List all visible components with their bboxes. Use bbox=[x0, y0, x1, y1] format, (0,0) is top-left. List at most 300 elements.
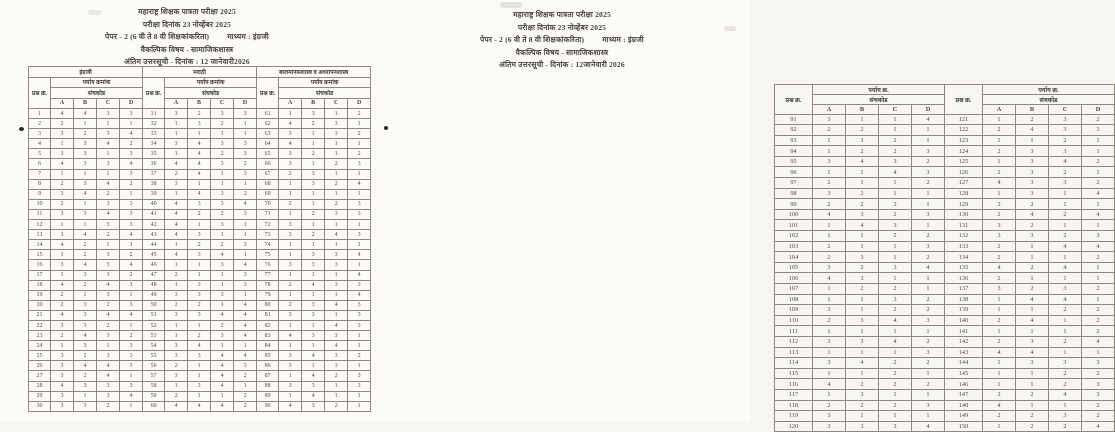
answer-cell: 1 bbox=[165, 240, 188, 250]
answer-cell: 1 bbox=[74, 169, 97, 179]
answer-cell: 4 bbox=[912, 421, 945, 432]
table-row bbox=[29, 341, 371, 351]
answer-cell: 1 bbox=[912, 273, 945, 284]
answer-cell: 1 bbox=[813, 231, 846, 242]
answer-cell: 1 bbox=[846, 114, 879, 125]
setcode-header-row bbox=[29, 88, 371, 99]
question-number: 52 bbox=[143, 320, 165, 330]
question-number: 119 bbox=[775, 411, 813, 422]
answer-cell: 3 bbox=[51, 149, 74, 159]
answer-cell: 4 bbox=[165, 159, 188, 169]
question-number: 110 bbox=[775, 315, 813, 326]
answer-cell: 3 bbox=[120, 240, 143, 250]
answer-cell: 3 bbox=[348, 199, 371, 209]
answer-cell: 3 bbox=[120, 361, 143, 371]
answer-cell: 3 bbox=[211, 139, 234, 149]
answer-cell: 4 bbox=[97, 209, 120, 219]
answer-cell: 2 bbox=[813, 125, 846, 136]
answer-cell: 3 bbox=[325, 351, 348, 361]
question-number: 29 bbox=[29, 391, 51, 401]
answer-cell: 3 bbox=[165, 179, 188, 189]
question-number: 60 bbox=[143, 401, 165, 411]
answer-cell: 1 bbox=[211, 129, 234, 139]
answer-cell: 3 bbox=[188, 119, 211, 129]
answer-cell: 4 bbox=[165, 209, 188, 219]
answer-cell: 3 bbox=[325, 361, 348, 371]
answer-cell: 1 bbox=[348, 391, 371, 401]
answer-cell: 1 bbox=[813, 167, 846, 178]
answer-cell: 2 bbox=[348, 129, 371, 139]
answer-cell: 1 bbox=[983, 421, 1016, 432]
table-row bbox=[775, 326, 1115, 337]
table-row bbox=[775, 400, 1115, 411]
question-number: 132 bbox=[945, 231, 983, 242]
answer-cell: 3 bbox=[120, 220, 143, 230]
question-number: 43 bbox=[143, 230, 165, 240]
optional-subject-line: वैकल्पिक विषय - सामाजिकशास्त्र bbox=[140, 44, 234, 54]
answer-cell: 2 bbox=[1016, 114, 1049, 125]
table-row bbox=[775, 305, 1115, 316]
answer-cell: 3 bbox=[234, 149, 257, 159]
question-number: 148 bbox=[945, 400, 983, 411]
answer-cell: 2 bbox=[1016, 262, 1049, 273]
answer-cell: 3 bbox=[279, 351, 302, 361]
answer-cell: 2 bbox=[165, 361, 188, 371]
answer-cell: 1 bbox=[51, 341, 74, 351]
answer-cell: 4 bbox=[846, 220, 879, 231]
answer-cell: 3 bbox=[302, 381, 325, 391]
answer-cell: 3 bbox=[120, 169, 143, 179]
answer-cell: 4 bbox=[279, 119, 302, 129]
answer-cell: 3 bbox=[74, 209, 97, 219]
answer-cell: 2 bbox=[279, 199, 302, 209]
table-row bbox=[29, 290, 371, 300]
answer-cell: 1 bbox=[983, 358, 1016, 369]
answer-cell: 1 bbox=[97, 149, 120, 159]
answer-cell: 3 bbox=[188, 381, 211, 391]
answer-cell: 4 bbox=[51, 310, 74, 320]
answer-cell: 1 bbox=[165, 381, 188, 391]
answer-cell: 2 bbox=[983, 411, 1016, 422]
answer-cell: 3 bbox=[1049, 114, 1082, 125]
answer-cell: 1 bbox=[234, 129, 257, 139]
table-row bbox=[29, 371, 371, 381]
answer-cell: 2 bbox=[879, 358, 912, 369]
answer-cell: 3 bbox=[279, 310, 302, 320]
answer-cell: 3 bbox=[325, 119, 348, 129]
answer-cell: 1 bbox=[912, 135, 945, 146]
answer-cell: 1 bbox=[912, 411, 945, 422]
answer-cell: 3 bbox=[1016, 146, 1049, 157]
answer-cell: 1 bbox=[912, 326, 945, 337]
question-number: 133 bbox=[945, 241, 983, 252]
answer-cell: 1 bbox=[813, 347, 846, 358]
answer-cell: 3 bbox=[813, 114, 846, 125]
answer-cell: 3 bbox=[165, 341, 188, 351]
answer-cell: 2 bbox=[165, 270, 188, 280]
answer-cell: 1 bbox=[188, 260, 211, 270]
answer-cell: 1 bbox=[302, 290, 325, 300]
answer-cell: 4 bbox=[325, 230, 348, 240]
exam-date-line: परीक्षा दिनांक 23 नोव्हेंबर 2025 bbox=[517, 22, 607, 32]
answer-cell: 3 bbox=[211, 109, 234, 119]
answer-cell: 1 bbox=[879, 347, 912, 358]
answer-cell: 4 bbox=[813, 209, 846, 220]
question-number: 35 bbox=[143, 149, 165, 159]
question-number: 67 bbox=[257, 169, 279, 179]
answer-cell: 2 bbox=[1049, 209, 1082, 220]
question-number: 26 bbox=[29, 361, 51, 371]
question-number: 57 bbox=[143, 371, 165, 381]
question-number: 99 bbox=[775, 199, 813, 210]
answer-cell: 1 bbox=[279, 189, 302, 199]
answer-cell: 3 bbox=[211, 159, 234, 169]
option-no-header: पर्याय क्रमांक bbox=[165, 77, 257, 88]
option-header-row bbox=[29, 77, 371, 88]
answer-cell: 2 bbox=[234, 371, 257, 381]
answer-cell: 2 bbox=[813, 178, 846, 189]
answer-cell: 4 bbox=[97, 139, 120, 149]
answer-cell: 4 bbox=[348, 290, 371, 300]
answer-cell: 2 bbox=[813, 241, 846, 252]
question-number: 19 bbox=[29, 290, 51, 300]
question-number: 73 bbox=[257, 230, 279, 240]
answer-cell: 3 bbox=[846, 209, 879, 220]
question-number: 106 bbox=[775, 273, 813, 284]
answer-cell: 1 bbox=[325, 310, 348, 320]
question-number: 53 bbox=[143, 331, 165, 341]
answer-cell: 3 bbox=[1016, 336, 1049, 347]
answer-cell: 1 bbox=[1049, 199, 1082, 210]
answer-cell: 2 bbox=[912, 252, 945, 263]
answer-cell: 3 bbox=[97, 331, 120, 341]
answer-cell: 3 bbox=[302, 169, 325, 179]
subject-psychology: बालमानसशास्त्र व अध्यापनशास्त्र bbox=[257, 67, 371, 78]
answer-cell: 2 bbox=[279, 280, 302, 290]
answer-cell: 3 bbox=[234, 361, 257, 371]
table-row bbox=[29, 310, 371, 320]
answer-cell: 3 bbox=[1016, 178, 1049, 189]
answer-cell: 1 bbox=[879, 389, 912, 400]
answer-cell: 1 bbox=[211, 169, 234, 179]
answer-cell: 1 bbox=[325, 290, 348, 300]
answer-cell: 1 bbox=[879, 125, 912, 136]
answer-cell: 4 bbox=[1049, 156, 1082, 167]
answer-cell: 3 bbox=[1016, 358, 1049, 369]
question-number: 149 bbox=[945, 411, 983, 422]
question-number: 137 bbox=[945, 284, 983, 295]
answer-cell: 2 bbox=[188, 240, 211, 250]
answer-cell: 3 bbox=[234, 240, 257, 250]
answer-cell: 4 bbox=[51, 240, 74, 250]
table-row bbox=[29, 169, 371, 179]
answer-cell: 4 bbox=[120, 260, 143, 270]
question-number: 97 bbox=[775, 178, 813, 189]
answer-cell: 2 bbox=[211, 240, 234, 250]
col-a-header: A bbox=[813, 105, 846, 115]
answer-cell: 1 bbox=[97, 240, 120, 250]
exam-title: महाराष्ट्र शिक्षक पात्रता परीक्षा 2025 bbox=[138, 7, 236, 16]
answer-cell: 3 bbox=[813, 336, 846, 347]
answer-cell: 1 bbox=[211, 270, 234, 280]
answer-cell: 1 bbox=[51, 250, 74, 260]
answer-cell: 3 bbox=[846, 421, 879, 432]
question-number: 55 bbox=[143, 351, 165, 361]
answer-cell: 1 bbox=[348, 119, 371, 129]
answer-cell: 3 bbox=[983, 389, 1016, 400]
table-row bbox=[29, 230, 371, 240]
answer-cell: 1 bbox=[74, 220, 97, 230]
answer-cell: 1 bbox=[234, 381, 257, 391]
answer-cell: 3 bbox=[1049, 411, 1082, 422]
answer-cell: 3 bbox=[188, 351, 211, 361]
table-row bbox=[29, 320, 371, 330]
question-number: 22 bbox=[29, 320, 51, 330]
answer-cell: 1 bbox=[813, 146, 846, 157]
table-row bbox=[29, 119, 371, 129]
answer-cell: 1 bbox=[348, 169, 371, 179]
answer-cell: 3 bbox=[97, 129, 120, 139]
option-no-header: पर्याय क्र. bbox=[813, 85, 945, 95]
answer-cell: 3 bbox=[74, 179, 97, 189]
answer-cell: 1 bbox=[234, 230, 257, 240]
question-number: 100 bbox=[775, 209, 813, 220]
answer-cell: 4 bbox=[302, 351, 325, 361]
question-number: 87 bbox=[257, 371, 279, 381]
answer-cell: 1 bbox=[279, 320, 302, 330]
answer-cell: 4 bbox=[846, 358, 879, 369]
question-number: 89 bbox=[257, 391, 279, 401]
answer-cell: 1 bbox=[302, 270, 325, 280]
answer-cell: 3 bbox=[120, 381, 143, 391]
question-number: 48 bbox=[143, 280, 165, 290]
question-number: 146 bbox=[945, 379, 983, 390]
answer-cell: 1 bbox=[983, 326, 1016, 337]
answer-cell: 2 bbox=[120, 179, 143, 189]
answer-cell: 3 bbox=[74, 159, 97, 169]
scan-speck bbox=[19, 127, 24, 131]
question-number: 135 bbox=[945, 262, 983, 273]
col-a-header: A bbox=[51, 98, 74, 109]
answer-cell: 2 bbox=[325, 179, 348, 189]
table-row bbox=[29, 250, 371, 260]
answer-cell: 4 bbox=[1082, 241, 1115, 252]
answer-cell: 2 bbox=[97, 300, 120, 310]
question-number: 128 bbox=[945, 188, 983, 199]
answer-cell: 4 bbox=[813, 379, 846, 390]
answer-cell: 1 bbox=[912, 389, 945, 400]
optional-subject-line: वैकल्पिक विषय - सामाजिकशास्त्र bbox=[515, 47, 609, 57]
answer-cell: 1 bbox=[983, 135, 1016, 146]
answer-cell: 2 bbox=[879, 368, 912, 379]
answer-cell: 3 bbox=[846, 252, 879, 263]
answer-cell: 3 bbox=[51, 320, 74, 330]
answer-cell: 2 bbox=[51, 290, 74, 300]
answer-cell: 3 bbox=[302, 109, 325, 119]
answer-cell: 1 bbox=[279, 179, 302, 189]
answer-cell: 1 bbox=[879, 178, 912, 189]
answer-cell: 2 bbox=[51, 199, 74, 209]
answer-cell: 3 bbox=[302, 310, 325, 320]
answer-cell: 1 bbox=[879, 411, 912, 422]
answer-cell: 3 bbox=[1016, 231, 1049, 242]
answer-cell: 1 bbox=[279, 290, 302, 300]
answer-cell: 1 bbox=[97, 169, 120, 179]
answer-cell: 2 bbox=[325, 159, 348, 169]
final-key-date-line: अंतिम उत्तरसूची - दिनांक : 12 जानेवारी2026 bbox=[124, 57, 250, 66]
answer-cell: 1 bbox=[302, 240, 325, 250]
answer-cell: 4 bbox=[912, 262, 945, 273]
question-number: 62 bbox=[257, 119, 279, 129]
answer-cell: 1 bbox=[348, 341, 371, 351]
answer-cell: 3 bbox=[846, 273, 879, 284]
answer-cell: 2 bbox=[1049, 336, 1082, 347]
table-row bbox=[775, 231, 1115, 242]
question-number: 101 bbox=[775, 220, 813, 231]
answer-cell: 3 bbox=[51, 401, 74, 411]
question-number: 56 bbox=[143, 361, 165, 371]
answer-cell: 2 bbox=[912, 231, 945, 242]
answer-cell: 2 bbox=[983, 252, 1016, 263]
answer-cell: 3 bbox=[188, 290, 211, 300]
question-number: 36 bbox=[143, 159, 165, 169]
answer-cell: 4 bbox=[1049, 241, 1082, 252]
answer-cell: 4 bbox=[279, 331, 302, 341]
answer-cell: 3 bbox=[279, 381, 302, 391]
answer-cell: 4 bbox=[97, 361, 120, 371]
paper-medium-line bbox=[0, 31, 374, 44]
answer-cell: 3 bbox=[234, 209, 257, 219]
answer-cell: 2 bbox=[983, 146, 1016, 157]
answer-cell: 1 bbox=[983, 294, 1016, 305]
answer-cell: 3 bbox=[120, 300, 143, 310]
question-number: 141 bbox=[945, 326, 983, 337]
answer-cell: 3 bbox=[302, 250, 325, 260]
question-number: 117 bbox=[775, 389, 813, 400]
answer-cell: 2 bbox=[120, 139, 143, 149]
answer-cell: 4 bbox=[120, 391, 143, 401]
col-a-header: A bbox=[165, 98, 188, 109]
answer-cell: 2 bbox=[97, 320, 120, 330]
question-number: 124 bbox=[945, 146, 983, 157]
answer-cell: 1 bbox=[279, 371, 302, 381]
answer-cell: 1 bbox=[983, 114, 1016, 125]
answer-cell: 2 bbox=[348, 109, 371, 119]
answer-cell: 1 bbox=[74, 199, 97, 209]
answer-cell: 2 bbox=[879, 231, 912, 242]
answer-cell: 1 bbox=[74, 391, 97, 401]
answer-cell: 3 bbox=[302, 179, 325, 189]
col-a-header: A bbox=[279, 98, 302, 109]
answer-cell: 1 bbox=[211, 391, 234, 401]
question-number: 85 bbox=[257, 351, 279, 361]
question-number: 66 bbox=[257, 159, 279, 169]
answer-cell: 1 bbox=[1049, 400, 1082, 411]
question-number: 83 bbox=[257, 331, 279, 341]
col-b-header: B bbox=[1016, 105, 1049, 115]
answer-cell: 2 bbox=[983, 336, 1016, 347]
answer-cell: 4 bbox=[983, 178, 1016, 189]
answer-cell: 3 bbox=[1082, 231, 1115, 242]
answer-cell: 2 bbox=[1049, 421, 1082, 432]
answer-cell: 4 bbox=[302, 391, 325, 401]
answer-cell: 4 bbox=[1016, 315, 1049, 326]
answer-cell: 2 bbox=[234, 189, 257, 199]
answer-cell: 4 bbox=[211, 371, 234, 381]
answer-cell: 1 bbox=[879, 326, 912, 337]
answer-cell: 2 bbox=[279, 300, 302, 310]
answer-cell: 4 bbox=[51, 381, 74, 391]
answer-cell: 3 bbox=[74, 139, 97, 149]
question-number: 125 bbox=[945, 156, 983, 167]
answer-cell: 4 bbox=[211, 381, 234, 391]
answer-cell: 2 bbox=[813, 252, 846, 263]
table-row bbox=[775, 262, 1115, 273]
question-number: 1 bbox=[29, 109, 51, 119]
answer-cell: 2 bbox=[74, 129, 97, 139]
answer-cell: 4 bbox=[279, 139, 302, 149]
answer-cell: 4 bbox=[120, 310, 143, 320]
question-number: 93 bbox=[775, 135, 813, 146]
table-row bbox=[29, 199, 371, 209]
answer-cell: 1 bbox=[211, 280, 234, 290]
question-number: 105 bbox=[775, 262, 813, 273]
answer-cell: 1 bbox=[188, 371, 211, 381]
answer-cell: 1 bbox=[879, 241, 912, 252]
answer-cell: 1 bbox=[51, 220, 74, 230]
answer-cell: 3 bbox=[348, 230, 371, 240]
question-number: 27 bbox=[29, 371, 51, 381]
set-code-header: संचकोड bbox=[165, 88, 257, 99]
answer-cell: 2 bbox=[165, 391, 188, 401]
question-number: 13 bbox=[29, 230, 51, 240]
answer-cell: 3 bbox=[120, 199, 143, 209]
option-header-row bbox=[775, 85, 1115, 95]
answer-cell: 1 bbox=[302, 139, 325, 149]
answer-cell: 3 bbox=[51, 260, 74, 270]
question-number: 91 bbox=[775, 114, 813, 125]
answer-cell: 1 bbox=[879, 114, 912, 125]
answer-cell: 2 bbox=[302, 209, 325, 219]
answer-cell: 3 bbox=[879, 262, 912, 273]
table-row bbox=[775, 358, 1115, 369]
table-row bbox=[775, 389, 1115, 400]
answer-cell: 3 bbox=[912, 209, 945, 220]
col-d-header: D bbox=[1082, 105, 1115, 115]
answer-cell: 2 bbox=[74, 351, 97, 361]
answer-cell: 1 bbox=[813, 389, 846, 400]
answer-cell: 1 bbox=[1049, 220, 1082, 231]
question-number: 14 bbox=[29, 240, 51, 250]
answer-cell: 3 bbox=[348, 209, 371, 219]
table-row bbox=[775, 220, 1115, 231]
question-number: 68 bbox=[257, 179, 279, 189]
answer-cell: 2 bbox=[813, 400, 846, 411]
answer-cell: 1 bbox=[188, 391, 211, 401]
answer-cell: 1 bbox=[51, 270, 74, 280]
question-number: 112 bbox=[775, 336, 813, 347]
question-number: 9 bbox=[29, 189, 51, 199]
answer-cell: 3 bbox=[97, 260, 120, 270]
answer-cell: 2 bbox=[1016, 389, 1049, 400]
question-number: 78 bbox=[257, 280, 279, 290]
answer-cell: 3 bbox=[74, 149, 97, 159]
question-number: 134 bbox=[945, 252, 983, 263]
answer-cell: 2 bbox=[983, 315, 1016, 326]
answer-cell: 2 bbox=[1049, 305, 1082, 316]
question-number: 86 bbox=[257, 361, 279, 371]
question-number: 81 bbox=[257, 310, 279, 320]
